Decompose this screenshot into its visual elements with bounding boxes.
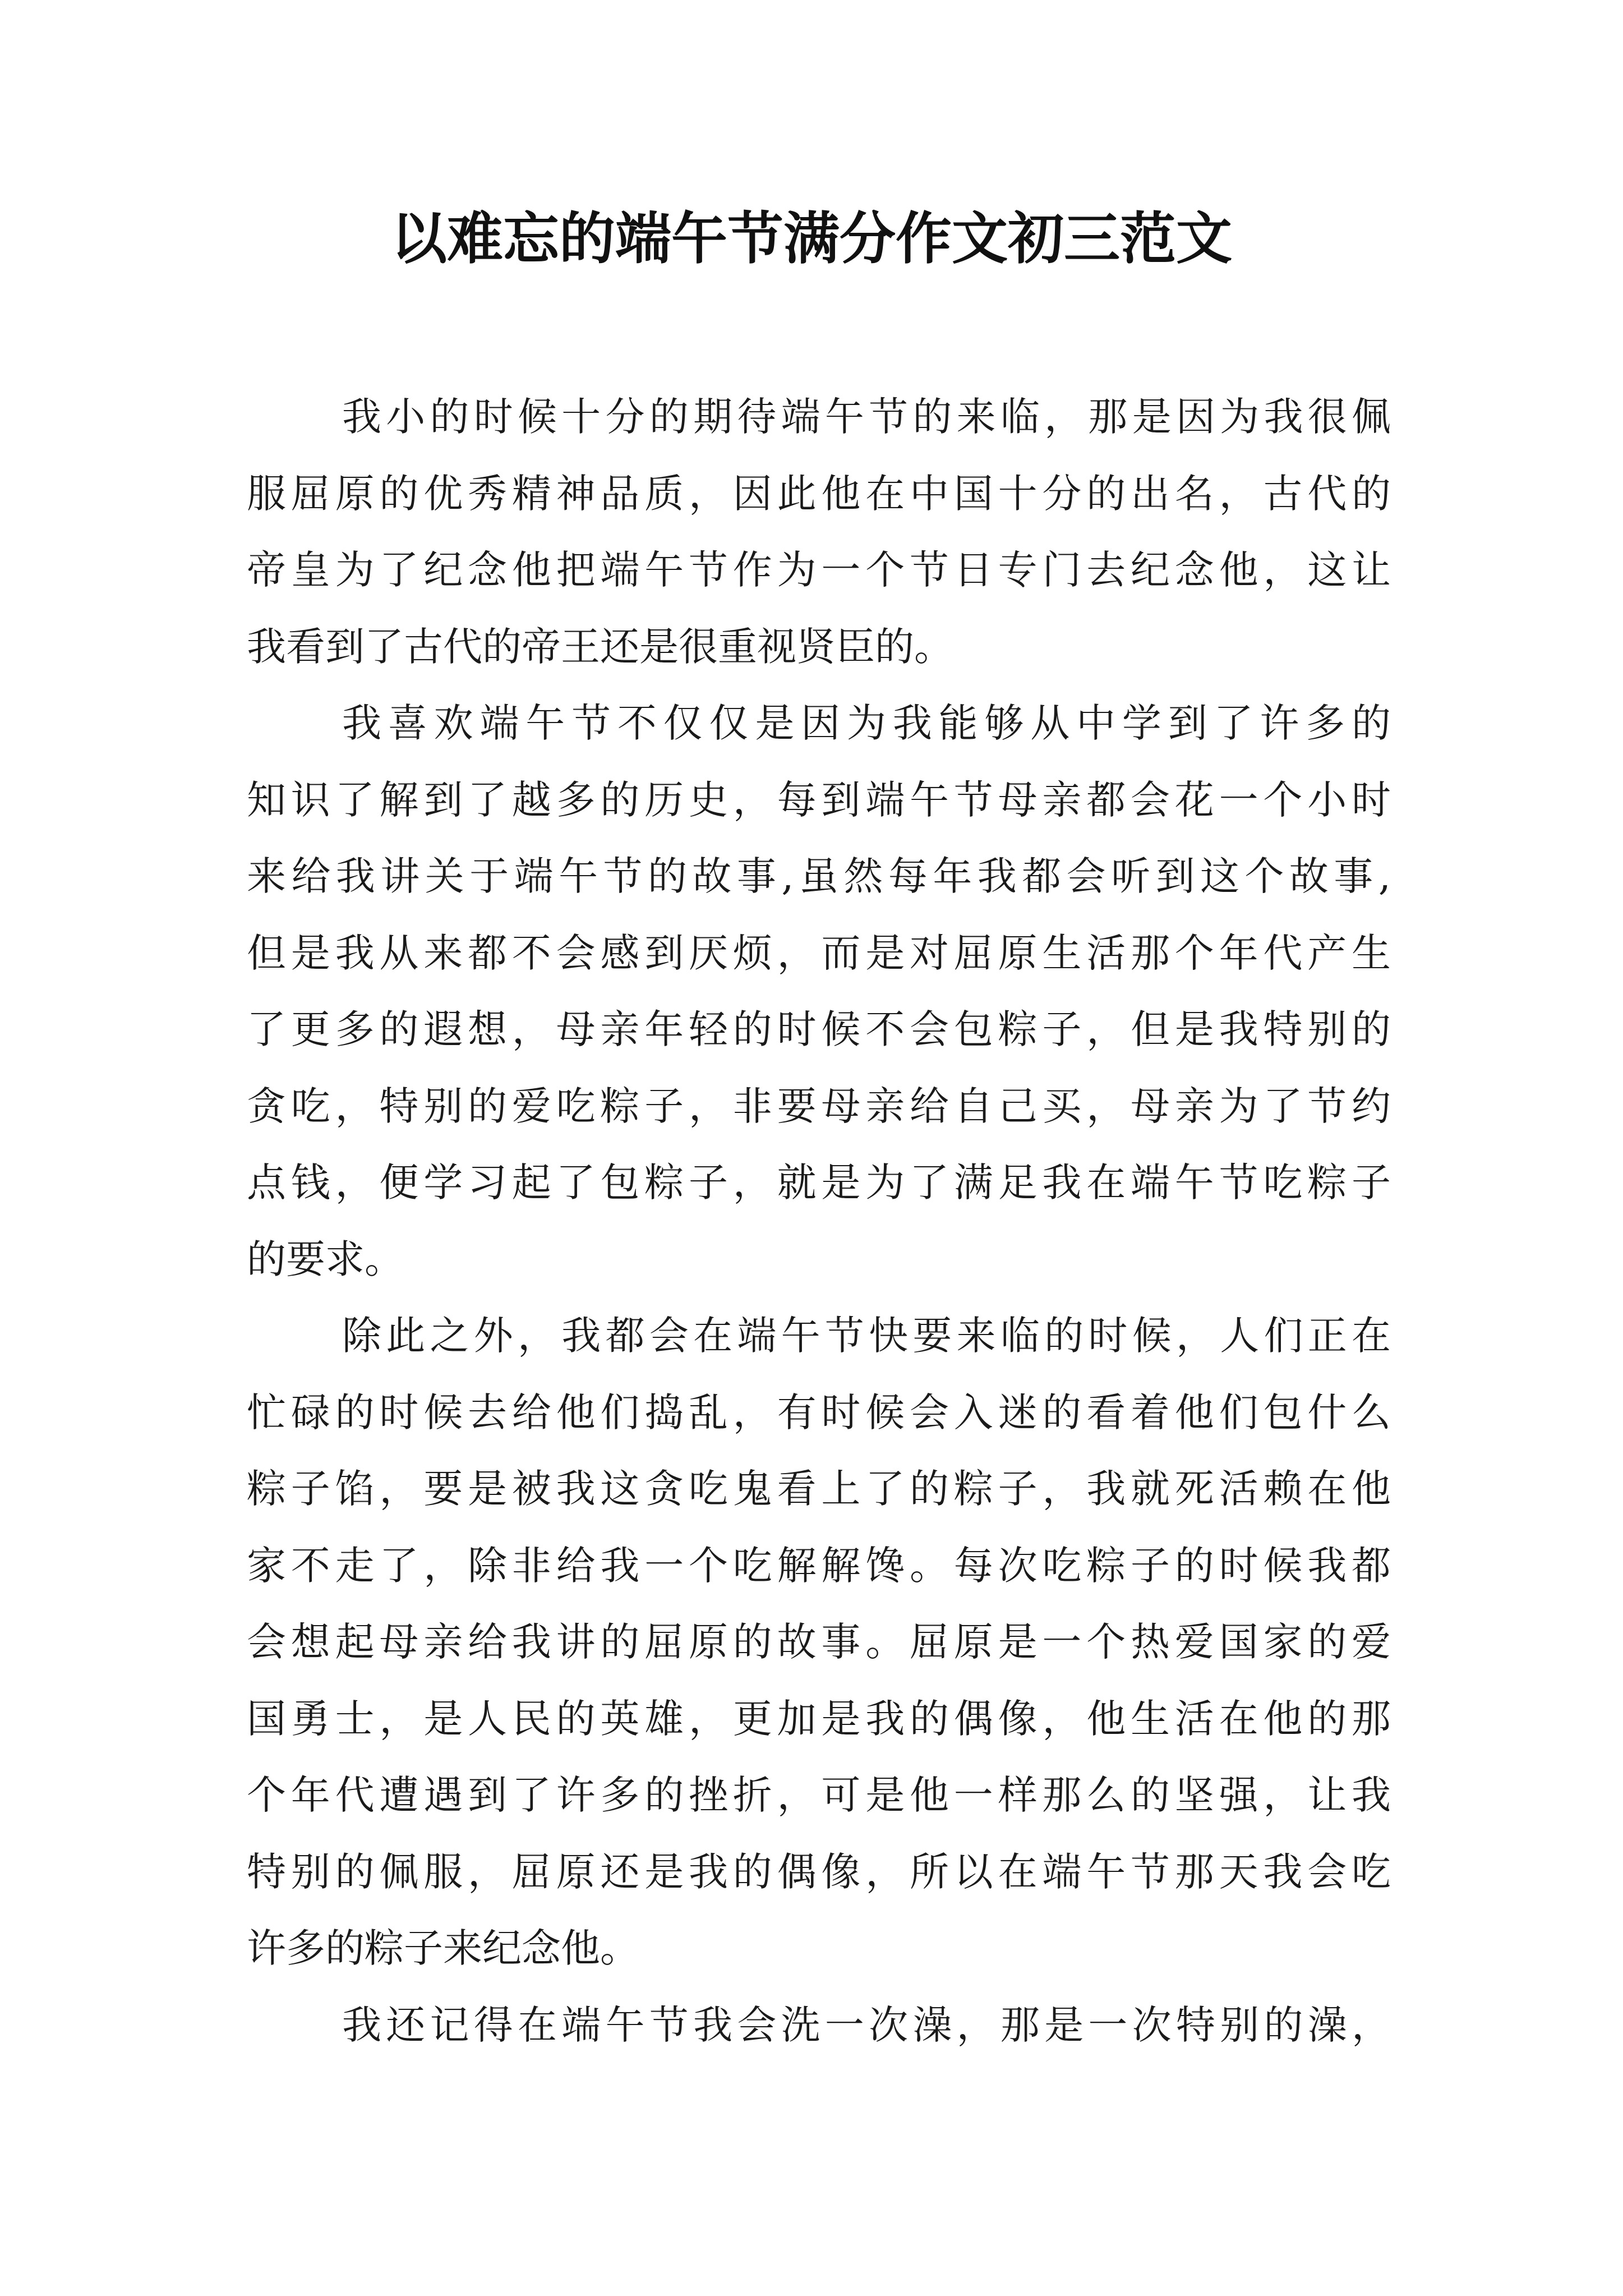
text-line: 粽子馅，要是被我这贪吃鬼看上了的粽子，我就死活赖在他 bbox=[247, 1466, 1391, 1512]
text-line: 许多的粽子来纪念他。 bbox=[247, 1925, 639, 1971]
text-line: 但是我从来都不会感到厌烦，而是对屈原生活那个年代产生 bbox=[247, 930, 1391, 976]
text-line: 服屈原的优秀精神品质，因此他在中国十分的出名，古代的 bbox=[247, 470, 1391, 517]
text-line: 我还记得在端午节我会洗一次澡，那是一次特别的澡， bbox=[342, 2001, 1391, 2048]
text-line: 我看到了古代的帝王还是很重视贤臣的。 bbox=[247, 623, 953, 670]
text-line: 会想起母亲给我讲的屈原的故事。屈原是一个热爱国家的爱 bbox=[247, 1619, 1391, 1665]
text-line: 除此之外，我都会在端午节快要来临的时候，人们正在 bbox=[342, 1313, 1391, 1359]
text-line: 家不走了，除非给我一个吃解解馋。每次吃粽子的时候我都 bbox=[247, 1542, 1391, 1589]
text-line: 了更多的遐想，母亲年轻的时候不会包粽子，但是我特别的 bbox=[247, 1006, 1391, 1052]
text-line: 来给我讲关于端午节的故事,虽然每年我都会听到这个故事, bbox=[247, 853, 1391, 899]
text-line: 帝皇为了纪念他把端午节作为一个节日专门去纪念他，这让 bbox=[247, 547, 1391, 593]
text-line: 国勇士，是人民的英雄，更加是我的偶像，他生活在他的那 bbox=[247, 1695, 1391, 1742]
text-line: 我小的时候十分的期待端午节的来临，那是因为我很佩 bbox=[342, 394, 1391, 440]
text-line: 贪吃，特别的爱吃粽子，非要母亲给自己买，母亲为了节约 bbox=[247, 1083, 1391, 1129]
paragraph-1 bbox=[247, 379, 1391, 685]
text-line: 特别的佩服，屈原还是我的偶像，所以在端午节那天我会吃 bbox=[247, 1848, 1391, 1895]
text-line: 个年代遭遇到了许多的挫折，可是他一样那么的坚强，让我 bbox=[247, 1772, 1391, 1818]
text-line: 我喜欢端午节不仅仅是因为我能够从中学到了许多的 bbox=[342, 700, 1391, 746]
document-body bbox=[247, 379, 1391, 2063]
document-title: 以难忘的端午节满分作文初三范文 bbox=[391, 205, 1232, 272]
text-line: 知识了解到了越多的历史，每到端午节母亲都会花一个小时 bbox=[247, 776, 1391, 823]
text-line: 点钱，便学习起了包粽子，就是为了满足我在端午节吃粽子 bbox=[247, 1159, 1391, 1205]
text-line: 的要求。 bbox=[247, 1236, 404, 1282]
text-line: 忙碌的时候去给他们捣乱，有时候会入迷的看着他们包什么 bbox=[247, 1389, 1391, 1435]
paragraph-4 bbox=[247, 1987, 1391, 2064]
paragraph-2 bbox=[247, 685, 1391, 1297]
paragraph-3 bbox=[247, 1297, 1391, 1987]
